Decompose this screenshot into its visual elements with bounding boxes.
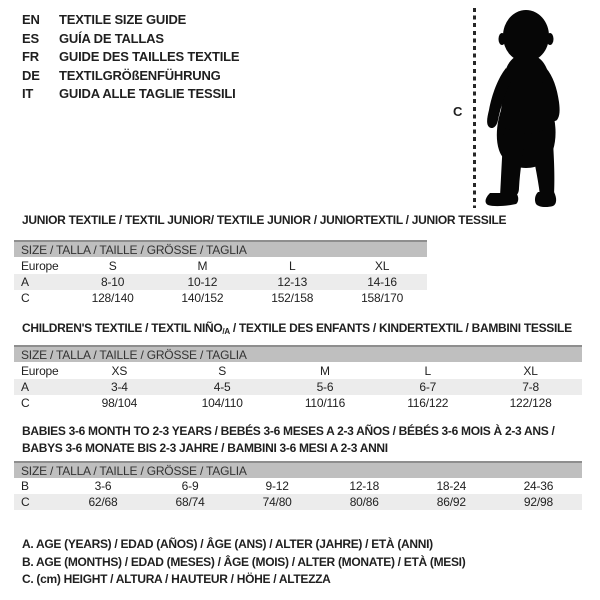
table-cell: 12-13 <box>247 274 337 290</box>
table-cell: 86/92 <box>408 494 495 510</box>
language-row-en <box>22 11 239 30</box>
table-cell: 7-8 <box>479 379 582 395</box>
table-header-row <box>14 241 427 257</box>
children-size-table <box>14 345 582 411</box>
legend-line-a: A. AGE (YEARS) / EDAD (AÑOS) / ÂGE (ANS) / ALTER (JAHRE) / ETÀ (ANNI) <box>22 537 433 551</box>
babies-table-title <box>22 423 554 456</box>
language-title: GUÍA DE TALLAS <box>59 30 164 46</box>
row-label: Europe <box>21 258 59 273</box>
table-cell: XS <box>111 363 128 378</box>
row-label: A <box>14 379 68 395</box>
table-cell: 158/170 <box>361 291 404 305</box>
table-cell: S <box>218 363 227 378</box>
table-cell: 140/152 <box>181 291 224 305</box>
size-header: SIZE / TALLA / TAILLE / GRÖSSE / TAGLIA <box>14 346 582 362</box>
height-measure-label: C <box>453 104 463 119</box>
language-code: EN <box>22 12 40 27</box>
table-cell: 12-18 <box>349 479 380 493</box>
table-row <box>14 494 582 510</box>
table-row <box>14 395 582 411</box>
language-list <box>22 11 239 104</box>
children-title-pre: CHILDREN'S TEXTILE / TEXTIL NIÑO <box>22 321 223 335</box>
language-title: GUIDE DES TAILLES TEXTILE <box>59 49 240 64</box>
table-header-row <box>14 462 582 478</box>
row-label: B <box>21 479 29 493</box>
junior-size-table <box>14 240 427 306</box>
table-header-row <box>14 346 582 362</box>
babies-title-line2: BABYS 3-6 MONATE BIS 2-3 JAHRE / BAMBINI 3-6 MESI A 2-3 ANNI <box>22 440 388 455</box>
legend-line-b: B. AGE (MONTHS) / EDAD (MESES) / ÂGE (MOIS) / ALTER (MONATE) / ETÀ (MESI) <box>22 554 466 569</box>
table-cell: 80/86 <box>321 494 408 510</box>
legend-line-c: C. (cm) HEIGHT / ALTURA / HAUTEUR / HÖHE / ALTEZZA <box>22 572 331 587</box>
table-cell: XL <box>523 363 538 378</box>
table-cell: 24-36 <box>523 479 554 493</box>
table-cell: 5-6 <box>274 379 377 395</box>
language-title: GUIDA ALLE TAGLIE TESSILI <box>59 86 236 101</box>
children-title-post: / TEXTILE DES ENFANTS / KINDERTEXTIL / BAMBINI TESSILE <box>229 321 572 335</box>
table-row <box>14 290 427 306</box>
table-row <box>14 379 582 395</box>
table-cell: 68/74 <box>147 494 234 510</box>
table-cell: 3-4 <box>68 379 171 395</box>
table-cell: 8-10 <box>68 274 158 290</box>
table-cell: 98/104 <box>101 396 138 410</box>
table-row <box>14 274 427 290</box>
table-cell: 152/158 <box>271 291 314 305</box>
table-cell: 116/122 <box>407 396 449 410</box>
language-row-fr <box>22 48 239 67</box>
children-title-subscript: /A <box>222 327 230 336</box>
table-cell: S <box>108 258 117 273</box>
language-row-de <box>22 67 239 86</box>
table-cell: M <box>320 363 330 378</box>
table-cell: 122/128 <box>509 396 552 410</box>
table-cell: 9-12 <box>265 479 289 493</box>
table-row <box>14 257 427 274</box>
language-row-it <box>22 85 239 104</box>
table-cell: 10-12 <box>158 274 248 290</box>
size-header: SIZE / TALLA / TAILLE / GRÖSSE / TAGLIA <box>14 462 582 478</box>
table-cell: 6-9 <box>181 479 199 493</box>
table-cell: 4-5 <box>171 379 274 395</box>
legend <box>22 536 465 589</box>
language-code: IT <box>22 86 34 101</box>
table-row <box>14 478 582 494</box>
row-label: Europe <box>21 363 59 378</box>
language-code: FR <box>22 49 39 64</box>
table-cell: 74/80 <box>234 494 321 510</box>
table-cell: 92/98 <box>495 494 582 510</box>
table-cell: L <box>288 258 296 273</box>
language-title: TEXTILGRÖßENFÜHRUNG <box>59 67 221 83</box>
table-cell: 128/140 <box>91 291 134 305</box>
language-row-es <box>22 30 239 49</box>
height-measure-dotted-line <box>473 8 476 208</box>
table-cell: 18-24 <box>436 479 467 493</box>
row-label: C <box>21 291 30 305</box>
table-cell: 104/110 <box>201 396 243 410</box>
babies-title-line1: BABIES 3-6 MONTH TO 2-3 YEARS / BEBÉS 3-6 MESES A 2-3 AÑOS / BÉBÉS 3-6 MOIS À 2-3 ANS / <box>22 424 555 438</box>
table-cell: 110/116 <box>304 396 346 410</box>
baby-silhouette-icon <box>482 10 574 208</box>
table-cell: 3-6 <box>94 479 112 493</box>
table-row <box>14 362 582 379</box>
table-cell: 14-16 <box>337 274 427 290</box>
table-cell: XL <box>374 258 390 273</box>
table-cell: L <box>424 363 431 378</box>
junior-table-title: JUNIOR TEXTILE / TEXTIL JUNIOR/ TEXTILE JUNIOR / JUNIORTEXTIL / JUNIOR TESSILE <box>22 213 507 227</box>
language-code: ES <box>22 30 39 46</box>
table-cell: 62/68 <box>59 494 146 510</box>
children-table-title <box>22 321 572 336</box>
row-label: C <box>21 396 30 410</box>
language-code: DE <box>22 67 40 83</box>
table-cell: 6-7 <box>376 379 479 395</box>
language-title: TEXTILE SIZE GUIDE <box>59 12 187 27</box>
table-cell: M <box>197 258 208 273</box>
babies-size-table <box>14 461 582 510</box>
size-header: SIZE / TALLA / TAILLE / GRÖSSE / TAGLIA <box>14 241 427 257</box>
row-label: A <box>14 274 68 290</box>
row-label: C <box>14 494 59 510</box>
